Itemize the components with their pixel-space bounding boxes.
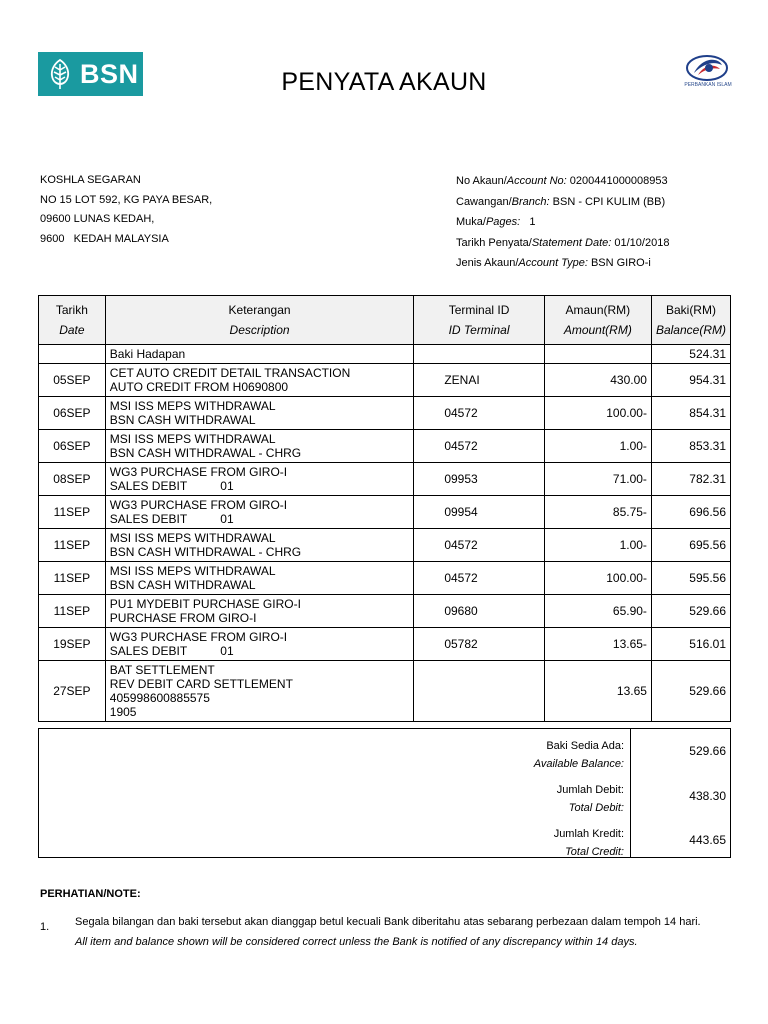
cell-date: 06SEP xyxy=(39,430,106,463)
cell-term xyxy=(414,345,544,364)
cell-bal: 854.31 xyxy=(651,397,730,430)
note-heading: PERHATIAN/NOTE: xyxy=(40,888,141,900)
cell-desc: MSI ISS MEPS WITHDRAWAL BSN CASH WITHDRAWAL - CHRG xyxy=(105,430,414,463)
divider xyxy=(630,729,631,857)
note-text-en: All item and balance shown will be considered correct unless the Bank is notified of any discrepancy within 14 days. xyxy=(75,936,638,948)
cell-amt: 13.65- xyxy=(544,628,651,661)
table-row xyxy=(39,661,731,722)
table-row xyxy=(39,628,731,661)
total-credit-label: Jumlah Kredit: Total Credit: xyxy=(553,828,624,858)
cell-bal: 529.66 xyxy=(651,595,730,628)
account-type-row: Jenis Akaun/Account Type: BSN GIRO-i xyxy=(456,257,651,270)
branch-row: Cawangan/Branch: BSN - CPI KULIM (BB) xyxy=(456,195,666,208)
cell-desc: BAT SETTLEMENT REV DEBIT CARD SETTLEMENT 405998600885575 1905 xyxy=(105,661,414,722)
cell-term: 09680 xyxy=(414,595,544,628)
cell-date: 11SEP xyxy=(39,529,106,562)
cell-term: 09954 xyxy=(414,496,544,529)
header-date: Tarikh Date xyxy=(39,296,106,345)
cell-amt: 100.00- xyxy=(544,562,651,595)
table-row xyxy=(39,595,731,628)
cell-term: 04572 xyxy=(414,430,544,463)
opening-balance: 524.31 xyxy=(651,345,730,364)
available-balance-value: 529.66 xyxy=(689,744,726,758)
cell-term: 04572 xyxy=(414,397,544,430)
cell-term: 04572 xyxy=(414,562,544,595)
note-text-ms: Segala bilangan dan baki tersebut akan dianggap betul kecuali Bank diberitahu atas sebarang perbezaan dalam tempoh 14 hari. xyxy=(75,916,701,928)
branch-value: BSN - CPI KULIM (BB) xyxy=(552,195,666,208)
cell-desc: PU1 MYDEBIT PURCHASE GIRO-I PURCHASE FROM GIRO-I xyxy=(105,595,414,628)
header-balance: Baki(RM) Balance(RM) xyxy=(651,296,730,345)
note-number: 1. xyxy=(40,921,50,933)
cell-desc: WG3 PURCHASE FROM GIRO-I SALES DEBIT 01 xyxy=(105,496,414,529)
cell-bal: 695.56 xyxy=(651,529,730,562)
cell-amt: 100.00- xyxy=(544,397,651,430)
available-balance-label: Baki Sedia Ada: Available Balance: xyxy=(533,740,624,770)
header-terminal: Terminal ID ID Terminal xyxy=(414,296,544,345)
cell-date: 11SEP xyxy=(39,595,106,628)
cell-date: 05SEP xyxy=(39,364,106,397)
table-row xyxy=(39,463,731,496)
note-text xyxy=(75,912,701,952)
table-row xyxy=(39,529,731,562)
cell-amt xyxy=(544,345,651,364)
account-no-value: 0200441000008953 xyxy=(569,175,668,187)
logo-text: BSN xyxy=(80,59,139,89)
partner-logo-caption: PERBANKAN ISLAM xyxy=(684,82,732,88)
cell-desc: MSI ISS MEPS WITHDRAWAL BSN CASH WITHDRAWAL xyxy=(105,562,414,595)
address-line: 9600 KEDAH MALAYSIA xyxy=(40,232,169,245)
cell-date xyxy=(39,345,106,364)
account-no-row: No Akaun/Account No: 0200441000008953 xyxy=(456,175,668,187)
opening-desc: Baki Hadapan xyxy=(105,345,414,364)
cell-bal: 516.01 xyxy=(651,628,730,661)
cell-amt: 430.00 xyxy=(544,364,651,397)
cell-term: 05782 xyxy=(414,628,544,661)
cell-desc: MSI ISS MEPS WITHDRAWAL BSN CASH WITHDRAWAL xyxy=(105,397,414,430)
cell-date: 19SEP xyxy=(39,628,106,661)
header-amount: Amaun(RM) Amount(RM) xyxy=(544,296,651,345)
total-credit-value: 443.65 xyxy=(689,833,726,847)
total-debit-value: 438.30 xyxy=(689,789,726,803)
table-row xyxy=(39,562,731,595)
table-row xyxy=(39,496,731,529)
cell-bal: 529.66 xyxy=(651,661,730,722)
address-line: 09600 LUNAS KEDAH, xyxy=(40,213,155,225)
cell-desc: WG3 PURCHASE FROM GIRO-I SALES DEBIT 01 xyxy=(105,463,414,496)
page-title: PENYATA AKAUN xyxy=(281,68,487,96)
cell-bal: 782.31 xyxy=(651,463,730,496)
summary-box xyxy=(38,728,731,858)
cell-term xyxy=(414,661,544,722)
statement-date-row: Tarikh Penyata/Statement Date: 01/10/2018 xyxy=(456,236,670,249)
customer-name: KOSHLA SEGARAN xyxy=(40,174,141,186)
address-line: NO 15 LOT 592, KG PAYA BESAR, xyxy=(40,193,213,206)
customer-address xyxy=(40,171,212,249)
table-row xyxy=(39,364,731,397)
cell-amt: 85.75- xyxy=(544,496,651,529)
cell-term: ZENAI xyxy=(414,364,544,397)
cell-term: 09953 xyxy=(414,463,544,496)
opening-balance-row xyxy=(39,345,731,364)
cell-desc: CET AUTO CREDIT DETAIL TRANSACTION AUTO CREDIT FROM H0690800 xyxy=(105,364,414,397)
cell-amt: 1.00- xyxy=(544,529,651,562)
table-row xyxy=(39,430,731,463)
cell-amt: 71.00- xyxy=(544,463,651,496)
cell-bal: 696.56 xyxy=(651,496,730,529)
table-header xyxy=(39,296,731,345)
cell-date: 06SEP xyxy=(39,397,106,430)
header-description: Keterangan Description xyxy=(105,296,414,345)
cell-date: 27SEP xyxy=(39,661,106,722)
cell-bal: 595.56 xyxy=(651,562,730,595)
table-row xyxy=(39,397,731,430)
account-type-value: BSN GIRO-i xyxy=(590,257,651,270)
account-info xyxy=(456,171,669,274)
cell-amt: 65.90- xyxy=(544,595,651,628)
statement-date-value: 01/10/2018 xyxy=(614,236,670,249)
cell-term: 04572 xyxy=(414,529,544,562)
total-debit-label: Jumlah Debit: Total Debit: xyxy=(556,784,624,814)
pages-row: Muka/Pages: 1 xyxy=(456,216,536,229)
cell-desc: MSI ISS MEPS WITHDRAWAL BSN CASH WITHDRAWAL - CHRG xyxy=(105,529,414,562)
pages-value: 1 xyxy=(529,216,536,229)
cell-amt: 1.00- xyxy=(544,430,651,463)
cell-date: 08SEP xyxy=(39,463,106,496)
cell-date: 11SEP xyxy=(39,496,106,529)
transactions-table xyxy=(38,295,731,722)
cell-amt: 13.65 xyxy=(544,661,651,722)
cell-bal: 853.31 xyxy=(651,430,730,463)
cell-bal: 954.31 xyxy=(651,364,730,397)
cell-desc: WG3 PURCHASE FROM GIRO-I SALES DEBIT 01 xyxy=(105,628,414,661)
cell-date: 11SEP xyxy=(39,562,106,595)
